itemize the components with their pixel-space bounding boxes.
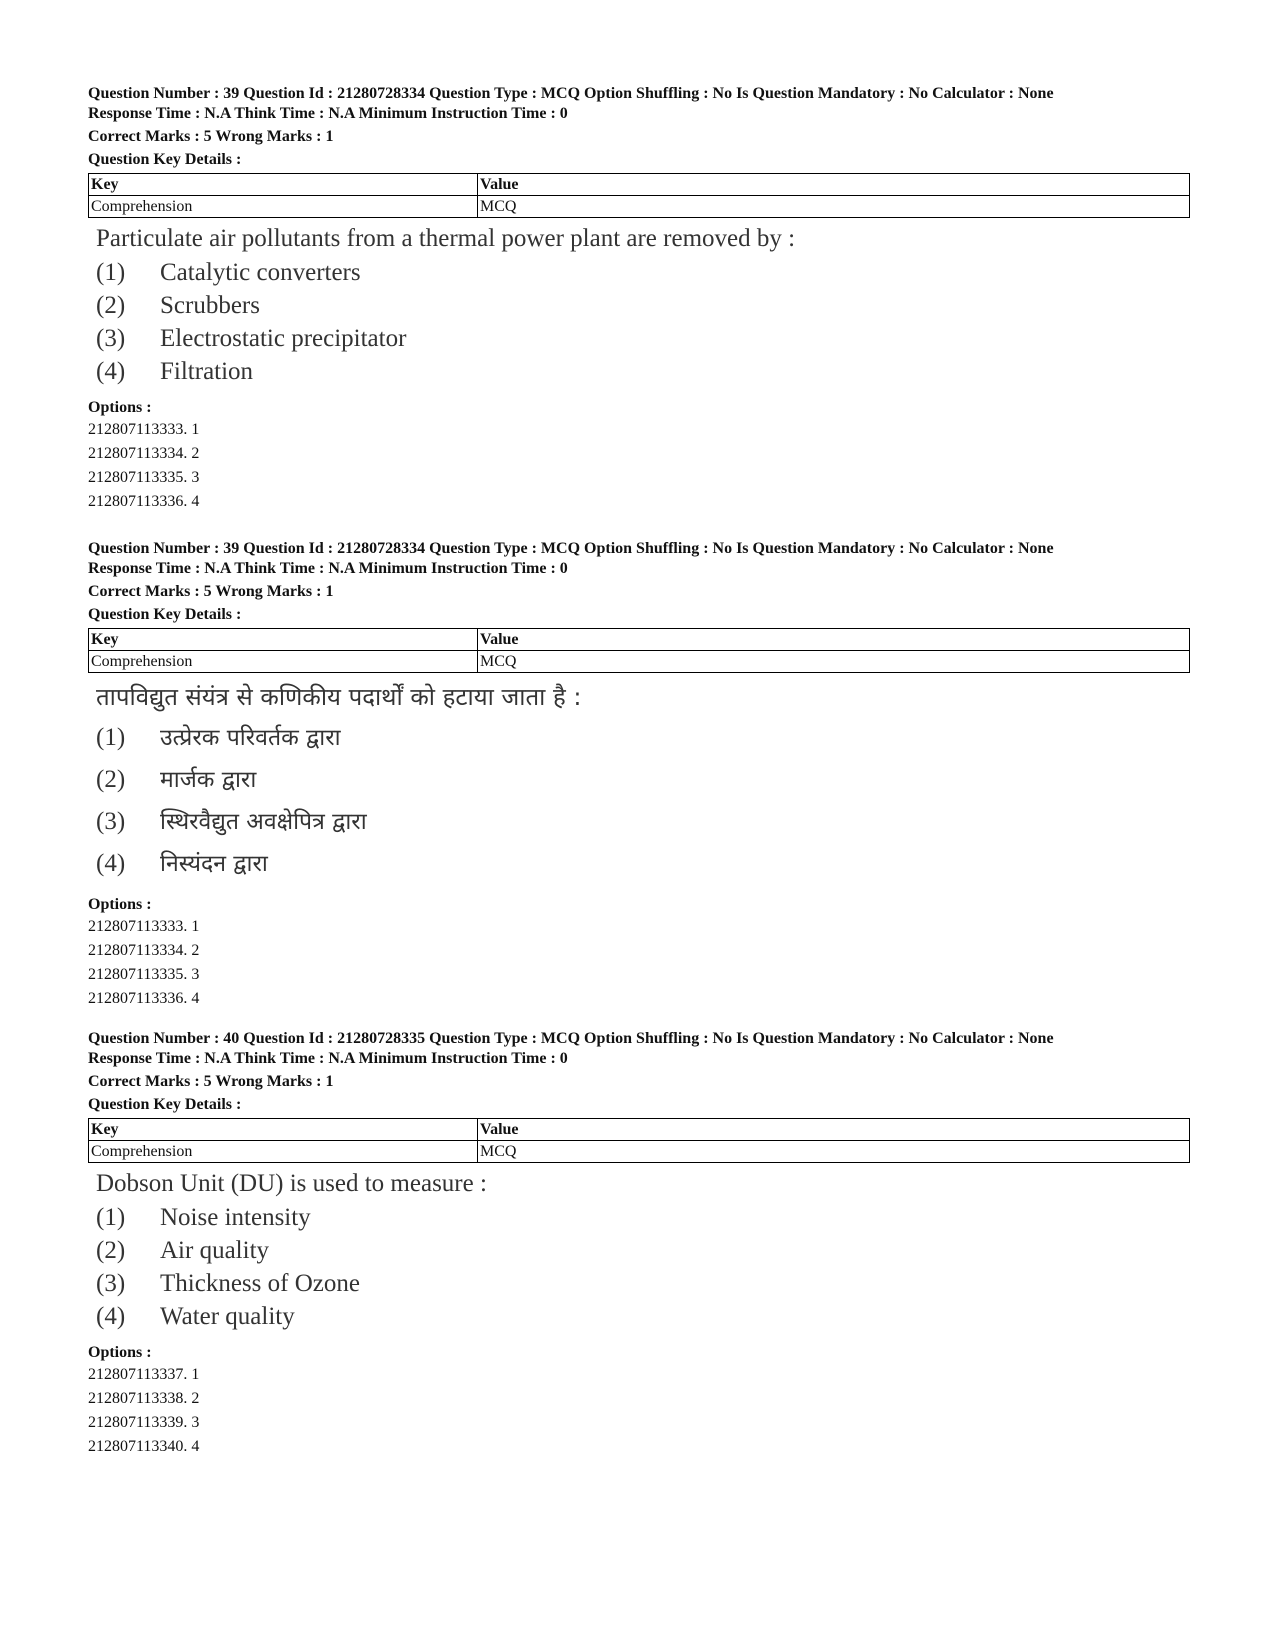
table-cell-key: Comprehension xyxy=(89,1141,478,1163)
choice-number: (4) xyxy=(96,850,126,877)
choice-4 xyxy=(96,355,1190,388)
option-id-item: 212807113335. 3 xyxy=(88,469,200,486)
choice-number: (3) xyxy=(96,325,126,352)
table-row xyxy=(89,196,1190,218)
choice-4 xyxy=(96,843,1190,885)
choice-text: Filtration xyxy=(160,358,254,385)
meta-line-2: Response Time : N.A Think Time : N.A Minimum Instruction Time : 0 xyxy=(88,105,568,122)
choice-text: Scrubbers xyxy=(160,292,260,319)
option-id-item: 212807113334. 2 xyxy=(88,445,200,462)
question-block-39-en xyxy=(88,84,1190,514)
choice-number: (3) xyxy=(96,808,126,835)
choice-number: (1) xyxy=(96,1204,126,1231)
table-header-key: Key xyxy=(89,174,478,196)
table-cell-value: MCQ xyxy=(478,196,1190,218)
meta-line-2: Response Time : N.A Think Time : N.A Minimum Instruction Time : 0 xyxy=(88,560,568,577)
choice-text: Air quality xyxy=(160,1237,270,1264)
key-details-label: Question Key Details : xyxy=(88,151,242,168)
choice-3 xyxy=(96,801,1190,843)
choice-text: Noise intensity xyxy=(160,1204,311,1231)
choice-number: (3) xyxy=(96,1270,126,1297)
choice-number: (2) xyxy=(96,766,126,793)
choice-number: (2) xyxy=(96,292,126,319)
question-text xyxy=(88,222,1190,388)
choice-number: (1) xyxy=(96,259,126,286)
table-header-row xyxy=(89,1119,1190,1141)
options-label: Options : xyxy=(88,1344,152,1361)
choice-text: उत्प्रेरक परिवर्तक द्वारा xyxy=(160,725,341,751)
choice-number: (4) xyxy=(96,358,126,385)
option-id-item: 212807113335. 3 xyxy=(88,966,200,983)
marks-line: Correct Marks : 5 Wrong Marks : 1 xyxy=(88,583,334,600)
question-text xyxy=(88,1167,1190,1333)
choice-3 xyxy=(96,322,1190,355)
choice-text: निस्यंदन द्वारा xyxy=(160,851,268,877)
choice-3 xyxy=(96,1267,1190,1300)
choice-1 xyxy=(96,717,1190,759)
key-details-table xyxy=(88,173,1190,218)
option-id-item: 212807113334. 2 xyxy=(88,942,200,959)
table-header-value: Value xyxy=(478,1119,1190,1141)
choice-number: (2) xyxy=(96,1237,126,1264)
table-header-value: Value xyxy=(478,629,1190,651)
choice-1 xyxy=(96,256,1190,289)
choice-1 xyxy=(96,1201,1190,1234)
question-meta xyxy=(88,539,1190,579)
question-meta xyxy=(88,84,1190,124)
question-stem: Dobson Unit (DU) is used to measure : xyxy=(96,1170,487,1197)
meta-line-1: Question Number : 39 Question Id : 21280728334 Question Type : MCQ Option Shuffling : No Is Question Mandatory : No Calculator : None xyxy=(88,540,1054,557)
choice-number: (1) xyxy=(96,724,126,751)
table-cell-key: Comprehension xyxy=(89,196,478,218)
key-details-table xyxy=(88,1118,1190,1163)
choice-text: Thickness of Ozone xyxy=(160,1270,360,1297)
choice-text: स्थिरवैद्युत अवक्षेपित्र द्वारा xyxy=(160,809,367,835)
table-header-row xyxy=(89,629,1190,651)
option-id-item: 212807113336. 4 xyxy=(88,493,200,510)
meta-line-2: Response Time : N.A Think Time : N.A Minimum Instruction Time : 0 xyxy=(88,1050,568,1067)
option-id-item: 212807113333. 1 xyxy=(88,421,200,438)
options-label: Options : xyxy=(88,896,152,913)
question-stem: Particulate air pollutants from a thermal power plant are removed by : xyxy=(96,225,796,252)
table-header-value: Value xyxy=(478,174,1190,196)
option-id-item: 212807113337. 1 xyxy=(88,1366,200,1383)
table-cell-key: Comprehension xyxy=(89,651,478,673)
key-details-label: Question Key Details : xyxy=(88,606,242,623)
meta-line-1: Question Number : 40 Question Id : 21280728335 Question Type : MCQ Option Shuffling : No Is Question Mandatory : No Calculator : None xyxy=(88,1030,1054,1047)
meta-line-1: Question Number : 39 Question Id : 21280728334 Question Type : MCQ Option Shuffling : No Is Question Mandatory : No Calculator : None xyxy=(88,85,1054,102)
choice-2 xyxy=(96,289,1190,322)
question-meta xyxy=(88,1029,1190,1069)
question-text xyxy=(88,677,1190,885)
option-id-item: 212807113333. 1 xyxy=(88,918,200,935)
option-id-item: 212807113338. 2 xyxy=(88,1390,200,1407)
option-id-item: 212807113339. 3 xyxy=(88,1414,200,1431)
choice-2 xyxy=(96,1234,1190,1267)
question-block-39-hi xyxy=(88,539,1190,1011)
choice-number: (4) xyxy=(96,1303,126,1330)
choice-text: Electrostatic precipitator xyxy=(160,325,407,352)
choice-4 xyxy=(96,1300,1190,1333)
table-cell-value: MCQ xyxy=(478,1141,1190,1163)
table-cell-value: MCQ xyxy=(478,651,1190,673)
options-label: Options : xyxy=(88,399,152,416)
table-header-row xyxy=(89,174,1190,196)
table-row xyxy=(89,1141,1190,1163)
table-row xyxy=(89,651,1190,673)
marks-line: Correct Marks : 5 Wrong Marks : 1 xyxy=(88,1073,334,1090)
choice-text: मार्जक द्वारा xyxy=(160,767,257,793)
question-stem: तापविद्युत संयंत्र से कणिकीय पदार्थों को हटाया जाता है : xyxy=(96,683,582,711)
key-details-table xyxy=(88,628,1190,673)
table-header-key: Key xyxy=(89,629,478,651)
option-id-item: 212807113340. 4 xyxy=(88,1438,200,1455)
choice-2 xyxy=(96,759,1190,801)
choice-text: Water quality xyxy=(160,1303,295,1330)
table-header-key: Key xyxy=(89,1119,478,1141)
marks-line: Correct Marks : 5 Wrong Marks : 1 xyxy=(88,128,334,145)
question-block-40-en xyxy=(88,1029,1190,1459)
option-id-item: 212807113336. 4 xyxy=(88,990,200,1007)
key-details-label: Question Key Details : xyxy=(88,1096,242,1113)
choice-text: Catalytic converters xyxy=(160,259,361,286)
